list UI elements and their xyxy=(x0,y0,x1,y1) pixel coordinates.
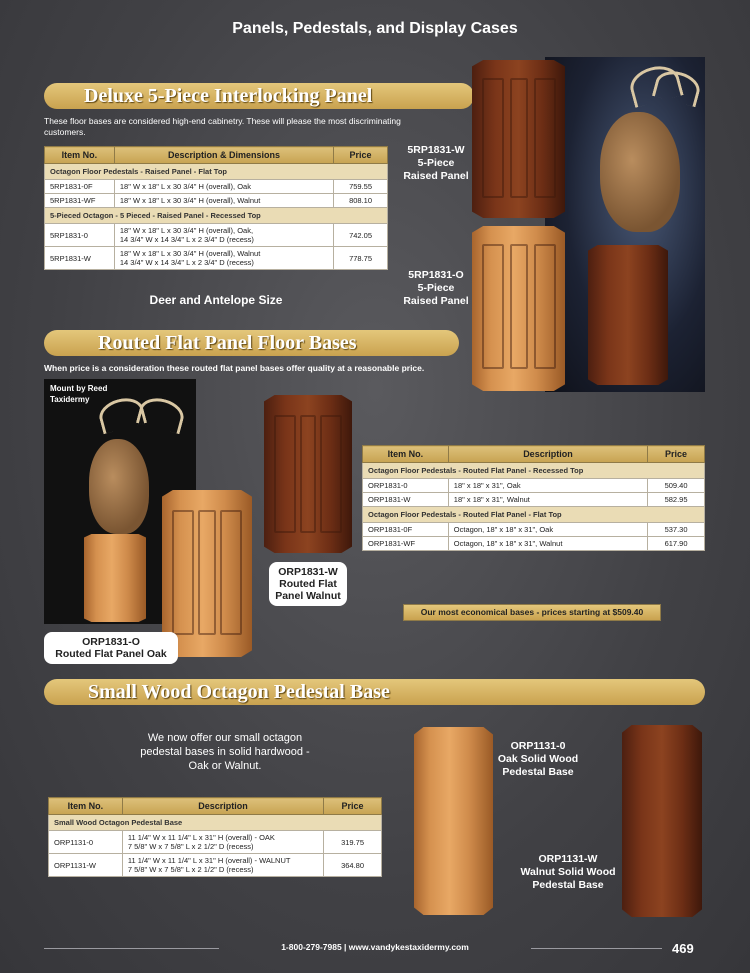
item-price: 509.40 xyxy=(648,479,705,493)
label-line: Raised Panel xyxy=(403,170,469,182)
label-line: ORP1131-W xyxy=(538,853,598,865)
deer-head-icon xyxy=(600,112,680,232)
credit-line: Taxidermy xyxy=(50,395,90,404)
footer-divider xyxy=(531,948,662,949)
col-header-price: Price xyxy=(648,446,705,463)
table-row xyxy=(363,523,705,537)
label-orp1131-w xyxy=(518,853,618,892)
item-price: 759.55 xyxy=(334,180,388,194)
deluxe-intro: These floor bases are considered high-end cabinetry. These will please the most discriminating customers. xyxy=(44,116,401,137)
description-line: 14 3/4" W x 14 3/4" L x 2 3/4" D (recess) xyxy=(119,235,254,244)
table-row xyxy=(49,831,382,854)
intro-line: Oak or Walnut. xyxy=(188,760,262,772)
table-group-title: 5-Pieced Octagon - 5 Pieced - Raised Panel - Recessed Top xyxy=(45,208,388,224)
item-number: ORP1131-0 xyxy=(49,831,123,854)
table-group-title: Octagon Floor Pedestals - Routed Flat Panel - Recessed Top xyxy=(363,463,705,479)
label-5rp1831-o xyxy=(398,269,474,308)
col-header-item: Item No. xyxy=(49,798,123,815)
deer-head-icon xyxy=(89,439,149,534)
label-line: Pedestal Base xyxy=(532,879,604,891)
item-price: 778.75 xyxy=(334,247,388,270)
label-line: Routed Flat Panel Oak xyxy=(55,648,167,660)
label-line: 5RP1831-O xyxy=(408,269,464,281)
col-header-description: Description xyxy=(122,798,323,815)
item-description xyxy=(122,831,323,854)
deluxe-section-banner xyxy=(44,83,474,109)
table-row xyxy=(45,194,388,208)
label-orp1831-w xyxy=(269,562,347,606)
description-line: 18" W x 18" L x 30 3/4" H (overall), Oak, xyxy=(119,226,254,235)
item-number: ORP1831-W xyxy=(363,493,449,507)
walnut-routed-panel-pedestal xyxy=(264,395,352,553)
item-number: 5RP1831-0F xyxy=(45,180,115,194)
item-description xyxy=(122,854,323,877)
small-intro xyxy=(110,731,340,773)
item-description: Octagon, 18" x 18" x 31", Oak xyxy=(448,523,647,537)
label-line: Pedestal Base xyxy=(502,766,574,778)
label-line: Routed Flat xyxy=(279,578,337,590)
table-row xyxy=(363,479,705,493)
item-description xyxy=(114,247,333,270)
label-orp1131-0 xyxy=(494,740,582,779)
deluxe-price-table xyxy=(44,146,388,270)
small-oak-pedestal xyxy=(414,727,493,915)
item-description xyxy=(114,224,333,247)
footer-contact: 1-800-279-7985 | www.vandykestaxidermy.com xyxy=(281,942,469,952)
item-price: 537.30 xyxy=(648,523,705,537)
label-line: ORP1831-W xyxy=(278,566,338,578)
table-group-title: Small Wood Octagon Pedestal Base xyxy=(49,815,382,831)
label-line: ORP1831-O xyxy=(82,636,140,648)
col-header-item: Item No. xyxy=(363,446,449,463)
footer-divider xyxy=(44,948,219,949)
economy-note: Our most economical bases - prices starting at $509.40 xyxy=(403,604,661,621)
label-line: 5-Piece xyxy=(417,282,455,294)
table-row xyxy=(363,493,705,507)
table-group-title: Octagon Floor Pedestals - Routed Flat Panel - Flat Top xyxy=(363,507,705,523)
label-line: Panel Walnut xyxy=(275,590,341,602)
label-5rp1831-w xyxy=(398,144,474,183)
routed-banner-title: Routed Flat Panel Floor Bases xyxy=(98,332,357,354)
item-number: ORP1831-0 xyxy=(363,479,449,493)
item-number: 5RP1831-0 xyxy=(45,224,115,247)
routed-price-table xyxy=(362,445,705,551)
table-row xyxy=(49,854,382,877)
item-description: 18" x 18" x 31", Walnut xyxy=(448,493,647,507)
oak-raised-panel-pedestal xyxy=(472,226,565,391)
item-price: 319.75 xyxy=(324,831,382,854)
description-line: 7 5/8" W x 7 5/8" L x 2 1/2" D (recess) xyxy=(127,842,254,851)
item-number: ORP1131-W xyxy=(49,854,123,877)
label-line: 5RP1831-W xyxy=(407,144,465,156)
description-line: 11 1/4" W x 11 1/4" L x 31" H (overall) - OAK xyxy=(127,833,275,842)
col-header-description: Description & Dimensions xyxy=(114,147,333,164)
antler-icon xyxy=(136,394,187,435)
credit-line: Mount by Reed xyxy=(50,384,108,393)
routed-intro: When price is a consideration these routed flat panel bases offer quality at a reasonable price. xyxy=(44,363,425,373)
label-line: Raised Panel xyxy=(403,295,469,307)
intro-line: pedestal bases in solid hardwood - xyxy=(140,746,310,758)
walnut-raised-panel-pedestal xyxy=(472,60,565,218)
item-number: 5RP1831-W xyxy=(45,247,115,270)
label-line: ORP1131-0 xyxy=(510,740,566,752)
size-note: Deer and Antelope Size xyxy=(149,293,283,307)
page-title: Panels, Pedestals, and Display Cases xyxy=(232,20,518,37)
item-price: 364.80 xyxy=(324,854,382,877)
table-row xyxy=(45,180,388,194)
item-description: 18" x 18" x 31", Oak xyxy=(448,479,647,493)
item-price: 582.95 xyxy=(648,493,705,507)
intro-line: We now offer our small octagon xyxy=(147,732,303,744)
small-banner-title: Small Wood Octagon Pedestal Base xyxy=(88,681,390,703)
label-line: Walnut Solid Wood xyxy=(520,866,616,878)
table-row xyxy=(45,224,388,247)
description-line: 14 3/4" W x 14 3/4" L x 2 3/4" D (recess) xyxy=(119,258,254,267)
item-price: 617.90 xyxy=(648,537,705,551)
label-line: Oak Solid Wood xyxy=(497,753,579,765)
table-group-title: Octagon Floor Pedestals - Raised Panel - Flat Top xyxy=(45,164,388,180)
col-header-description: Description xyxy=(448,446,647,463)
small-walnut-pedestal xyxy=(622,725,702,917)
table-row xyxy=(45,247,388,270)
item-price: 808.10 xyxy=(334,194,388,208)
small-section-banner xyxy=(44,679,705,705)
item-description: Octagon, 18" x 18" x 31", Walnut xyxy=(448,537,647,551)
item-number: ORP1831-WF xyxy=(363,537,449,551)
small-price-table xyxy=(48,797,382,877)
description-line: 18" W x 18" L x 30 3/4" H (overall), Walnut xyxy=(119,249,261,258)
item-description: 18" W x 18" L x 30 3/4" H (overall), Oak xyxy=(114,180,333,194)
label-orp1831-o xyxy=(44,632,178,664)
table-row xyxy=(363,537,705,551)
page-number: 469 xyxy=(672,941,694,956)
mount-oak-pedestal xyxy=(84,534,146,622)
routed-section-banner xyxy=(44,330,459,356)
mount-credit xyxy=(50,383,107,405)
item-number: 5RP1831-WF xyxy=(45,194,115,208)
item-description: 18" W x 18" L x 30 3/4" H (overall), Walnut xyxy=(114,194,333,208)
deluxe-banner-title: Deluxe 5-Piece Interlocking Panel xyxy=(84,85,373,107)
col-header-price: Price xyxy=(324,798,382,815)
oak-routed-panel-pedestal xyxy=(162,490,252,657)
walnut-pedestal-with-mount xyxy=(588,245,668,385)
description-line: 7 5/8" W x 7 5/8" L x 2 1/2" D (recess) xyxy=(127,865,254,874)
item-price: 742.05 xyxy=(334,224,388,247)
col-header-item: Item No. xyxy=(45,147,115,164)
description-line: 11 1/4" W x 11 1/4" L x 31" H (overall) - WALNUT xyxy=(127,856,291,865)
col-header-price: Price xyxy=(334,147,388,164)
label-line: 5-Piece xyxy=(417,157,455,169)
item-number: ORP1831-0F xyxy=(363,523,449,537)
